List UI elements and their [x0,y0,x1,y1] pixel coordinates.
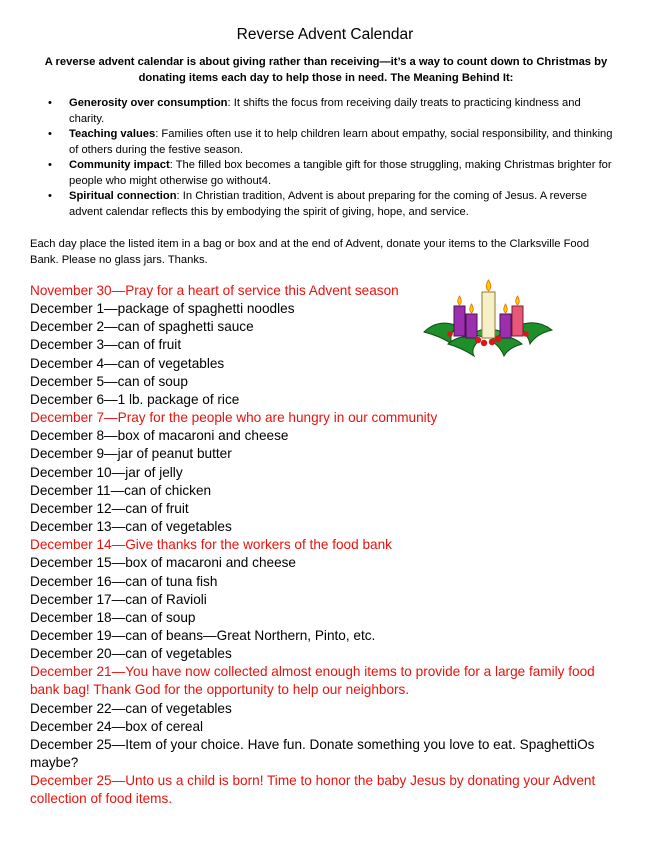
calendar-entry: December 20—can of vegetables [30,646,232,662]
meaning-text: : Families often use it to help children learn about empathy, social responsibility, and thinking of others during the festive season. [69,128,613,156]
calendar-entry: December 24—box of cereal [30,718,204,734]
meaning-heading: Spiritual connection [69,190,177,202]
calendar-entry: December 22—can of vegetables [30,700,232,716]
calendar-entry: December 17—can of Ravioli [30,591,207,607]
calendar-entry: December 11—can of chicken [30,482,212,498]
meaning-list [48,96,614,220]
bullet-icon: • [48,159,52,171]
calendar-entry: December 3—can of fruit [30,337,182,353]
meaning-heading: Community impact [69,159,170,171]
calendar-entry: December 15—box of macaroni and cheese [30,555,296,571]
meaning-item [48,96,614,127]
calendar-entry: December 7—Pray for the people who are hungry in our community [30,410,438,426]
calendar-entry: December 9—jar of peanut butter [30,446,232,462]
meaning-item [48,127,614,158]
calendar-entry: December 13—can of vegetables [30,519,232,535]
calendar-entry: December 10—jar of jelly [30,464,183,480]
calendar-entry: December 1—package of spaghetti noodles [30,301,295,317]
calendar-entry: December 25—Item of your choice. Have fun. Donate something you love to eat. SpaghettiOs maybe? [30,736,595,771]
calendar-entry: December 14—Give thanks for the workers of the food bank [30,537,392,553]
calendar-entry: December 2—can of spaghetti sauce [30,319,254,335]
calendar-entry: December 16—can of tuna fish [30,573,218,589]
meaning-item [48,189,614,220]
calendar-entry: December 12—can of fruit [30,500,189,516]
bullet-icon: • [48,97,52,109]
advent-calendar-list [30,282,620,809]
calendar-entry: December 5—can of soup [30,373,188,389]
calendar-entry: December 6—1 lb. package of rice [30,391,240,407]
meaning-text: : The filled box becomes a tangible gift for those struggling, making Christmas brighter for people who might otherwise go without4. [69,159,612,187]
calendar-entry: November 30—Pray for a heart of service this Advent season [30,283,399,298]
page-title: Reverse Advent Calendar [236,26,414,43]
intro-paragraph: A reverse advent calendar is about giving rather than receiving—it’s a way to count down to Christmas by donating items each day to help those in need. The Meaning Behind It: [44,56,608,84]
calendar-entry: December 19—can of beans—Great Northern, Pinto, etc. [30,627,376,643]
calendar-entry: December 25—Unto us a child is born! Time to honor the baby Jesus by donating your Advent collection of food items. [30,773,596,807]
instructions-paragraph: Each day place the listed item in a bag or box and at the end of Advent, donate your items to the Clarksville Food Bank. Please no glass jars. Thanks. [30,238,590,266]
advent-wreath-icon [418,274,558,358]
calendar-entry: December 21—You have now collected almost enough items to provide for a large family food bank bag! Thank God for the opportunity to help our neighbors. [30,664,595,698]
meaning-text: : In Christian tradition, Advent is about preparing for the coming of Jesus. A reverse advent calendar reflects this by embodying the spirit of giving, hope, and service. [69,190,587,218]
calendar-entry: December 18—can of soup [30,609,196,625]
bullet-icon: • [48,128,52,140]
calendar-entry: December 8—box of macaroni and cheese [30,428,289,444]
calendar-entry: December 4—can of vegetables [30,355,225,371]
bullet-icon: • [48,190,52,202]
meaning-text: : It shifts the focus from receiving daily treats to practicing kindness and charity. [69,97,581,125]
meaning-heading: Teaching values [69,128,156,140]
meaning-heading: Generosity over consumption [69,97,228,109]
meaning-item [48,158,614,189]
